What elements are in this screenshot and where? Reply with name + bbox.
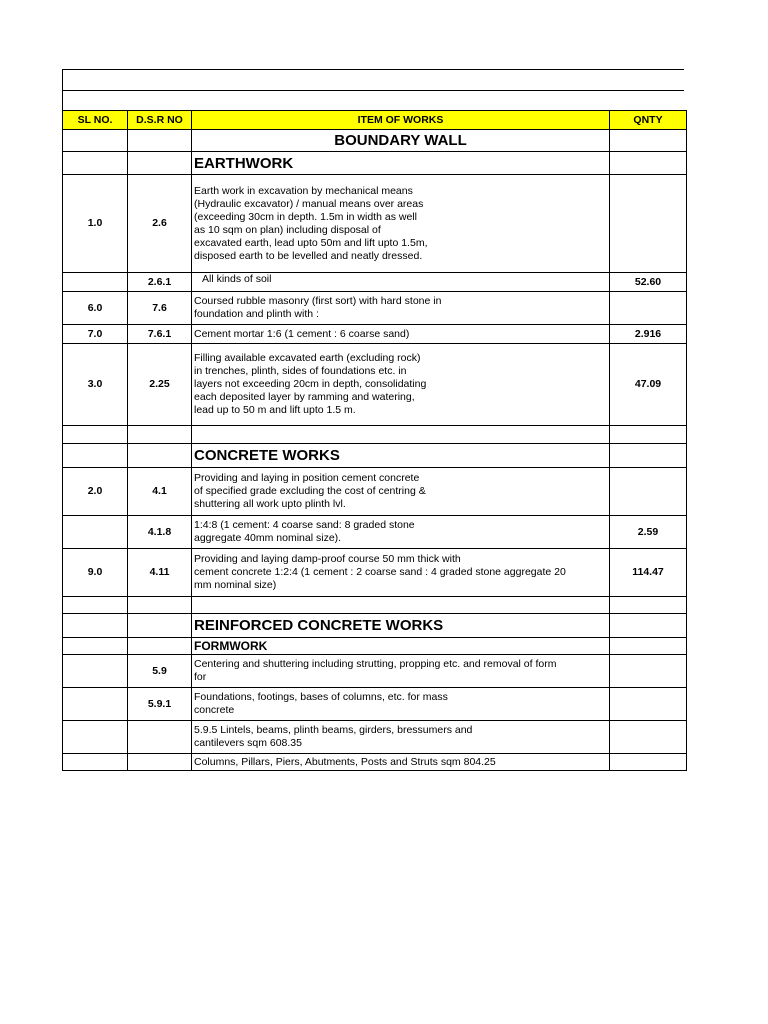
table-row: 5.9.5 Lintels, beams, plinth beams, girders, bressumers and cantilevers sqm 608.35 [63,721,687,754]
spreadsheet [62,69,684,771]
header-sl-no: SL NO. [63,111,128,130]
table-row: 5.9 Centering and shuttering including strutting, propping etc. and removal of form for [63,655,687,688]
section-heading: REINFORCED CONCRETE WORKS [192,614,610,638]
header-row [63,111,687,130]
table-row: 2.6.1 All kinds of soil 52.60 [63,273,687,292]
blank-row [62,90,684,110]
title-row [63,130,687,152]
table-row [63,152,687,175]
table-row: 1.0 2.6 Earth work in excavation by mechanical means (Hydraulic excavator) / manual means over areas (exceeding 30cm in depth. 1.5m in width as well as 10 sqm on plan) including disposal of excavated earth, lead upto 50m and lift upto 1.5m, disposed earth to be levelled and neatly dressed. [63,175,687,273]
table-row [63,638,687,655]
table-row [63,614,687,638]
section-heading: EARTHWORK [192,152,610,175]
blank-row [62,69,684,90]
table-row: 7.0 7.6.1 Cement mortar 1:6 (1 cement : 6 coarse sand) 2.916 [63,325,687,344]
table-row [63,597,687,614]
table-row: 6.0 7.6 Coursed rubble masonry (first sort) with hard stone in foundation and plinth with : [63,292,687,325]
table-row: 9.0 4.11 Providing and laying damp-proof course 50 mm thick with cement concrete 1:2:4 (1 cement : 2 coarse sand : 4 graded stone aggregate 20 mm nominal size) 114.47 [63,549,687,597]
header-qnty: QNTY [610,111,687,130]
table-row: Columns, Pillars, Piers, Abutments, Posts and Struts sqm 804.25 [63,754,687,771]
table-row: 5.9.1 Foundations, footings, bases of columns, etc. for mass concrete [63,688,687,721]
table-row: 4.1.8 1:4:8 (1 cement: 4 coarse sand: 8 graded stone aggregate 40mm nominal size). 2.59 [63,516,687,549]
table-row: 3.0 2.25 Filling available excavated earth (excluding rock) in trenches, plinth, sides of foundations etc. in layers not exceeding 20cm in depth, consolidating each deposited layer by ramming and watering, lead up to 50 m and lift upto 1.5 m. 47.09 [63,344,687,426]
section-heading: CONCRETE WORKS [192,444,610,468]
bill-of-quantities-table [62,110,687,771]
header-item-of-works: ITEM OF WORKS [192,111,610,130]
table-row [63,444,687,468]
table-row: 2.0 4.1 Providing and laying in position cement concrete of specified grade excluding the cost of centring & shuttering all work upto plinth lvl. [63,468,687,516]
subsection-heading: FORMWORK [192,638,610,655]
table-title: BOUNDARY WALL [192,130,610,152]
table-row [63,426,687,444]
header-dsr-no: D.S.R NO [128,111,192,130]
